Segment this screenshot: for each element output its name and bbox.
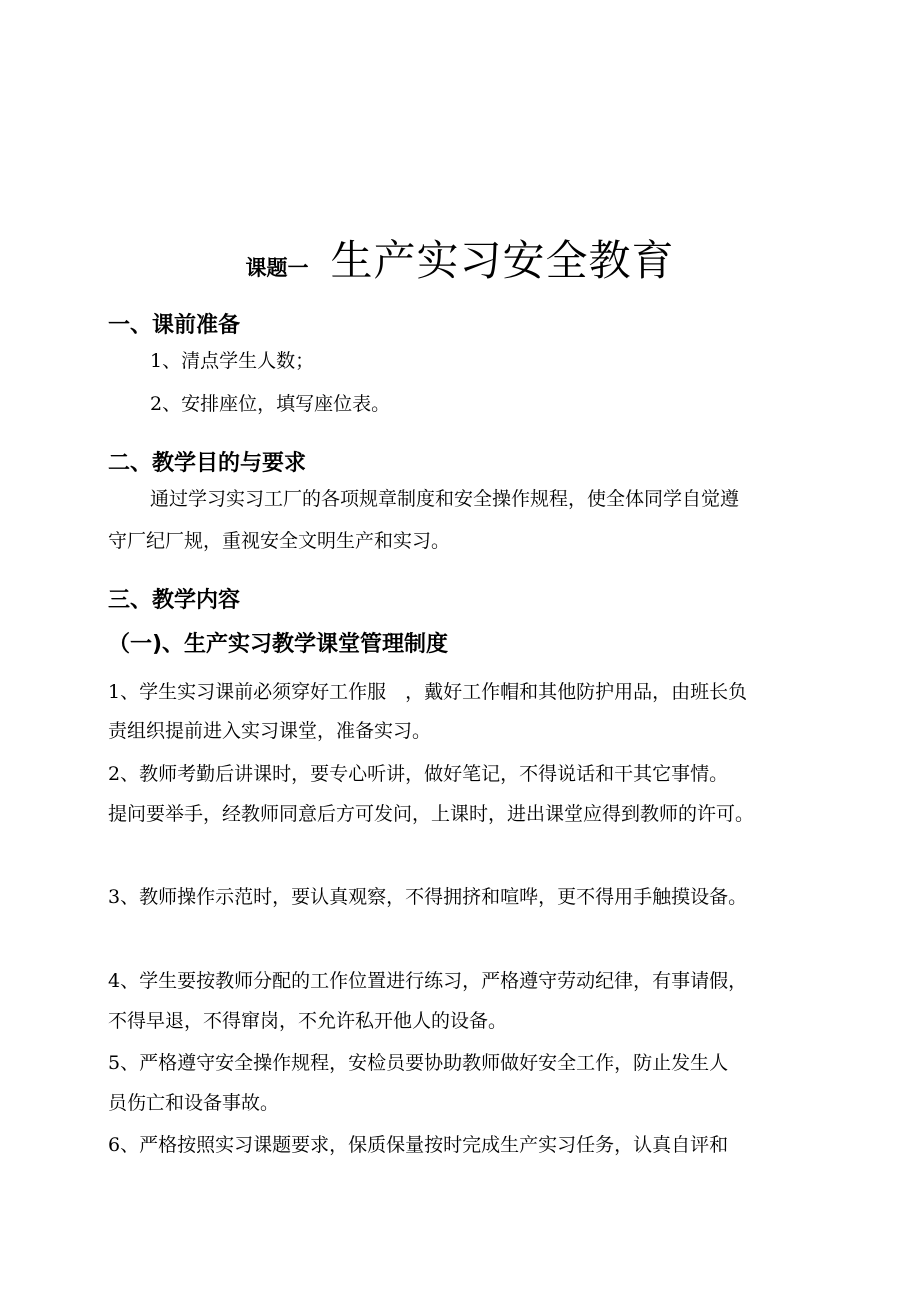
rule-2-line-1: 2、教师考勤后讲课时，要专心听讲，做好笔记，不得说话和干其它事情。: [108, 763, 729, 785]
rule-1-line-2: 责组织提前进入实习课堂，准备实习。: [108, 720, 432, 742]
rule-3-line-1: 3、教师操作示范时，要认真观察，不得拥挤和喧哗，更不得用手触摸设备。: [108, 886, 748, 908]
lesson-title: [0, 228, 920, 288]
rule-1-line-1: 1、学生实习课前必须穿好工作服 ，戴好工作帽和其他防护用品，由班长负: [108, 681, 748, 703]
subsection-heading-rules: （一)、生产实习教学课堂管理制度: [108, 632, 449, 657]
section-heading-preparation: 一、课前准备: [108, 313, 241, 338]
prep-item-1: 1、清点学生人数；: [150, 350, 315, 372]
rule-4-line-2: 不得早退，不得窜岗，不允许私开他人的设备。: [108, 1010, 508, 1032]
rule-4-line-1: 4、学生要按教师分配的工作位置进行练习，严格遵守劳动纪律，有事请假，: [108, 970, 748, 992]
objectives-line-2: 守厂纪厂规，重视安全文明生产和实习。: [108, 530, 451, 552]
section-heading-content: 三、教学内容: [108, 588, 241, 613]
rule-5-line-1: 5、严格遵守安全操作规程，安检员要协助教师做好安全工作，防止发生人: [108, 1052, 729, 1074]
lesson-number: 课题一: [245, 256, 309, 280]
rule-2-line-2: 提问要举手，经教师同意后方可发问，上课时，进出课堂应得到教师的许可。: [108, 803, 755, 825]
rule-6-line-1: 6、严格按照实习课题要求，保质保量按时完成生产实习任务，认真自评和: [108, 1134, 729, 1156]
rule-5-line-2: 员伤亡和设备事故。: [108, 1092, 280, 1114]
objectives-line-1: 通过学习实习工厂的各项规章制度和安全操作规程，使全体同学自觉遵: [150, 488, 740, 510]
section-heading-objectives: 二、教学目的与要求: [108, 451, 307, 476]
lesson-title-text: 生产实习安全教育: [330, 236, 675, 285]
prep-item-2: 2、安排座位，填写座位表。: [150, 393, 391, 415]
